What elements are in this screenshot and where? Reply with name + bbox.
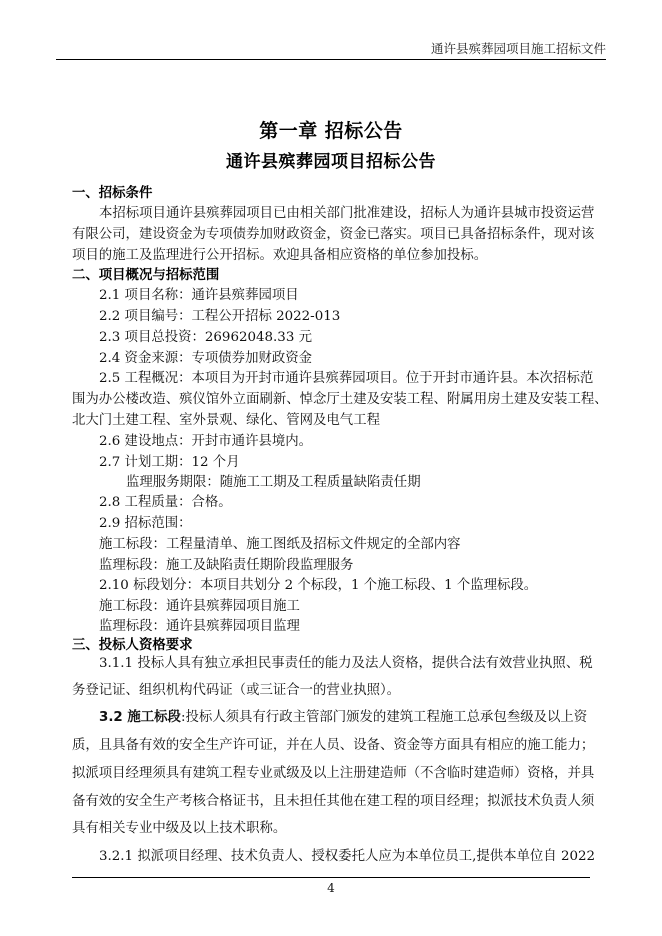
text-line: 2.7 计划工期：12 个月 (99, 455, 240, 470)
text-line: 2.3 项目总投资：26962048.33 元 (99, 330, 312, 345)
text-line: 监理标段：通许县殡葬园项目监理 (99, 619, 300, 634)
text-line: 2.1 项目名称：通许县殡葬园项目 (99, 288, 299, 303)
text-line: 监理服务期限：随施工工期及工程质量缺陷责任期 (126, 475, 421, 490)
chapter-title: 第一章 招标公告 (259, 120, 403, 142)
text-line: 本招标项目通许县殡葬园项目已由相关部门批准建设，招标人为通许县城市投资运营 (99, 206, 595, 221)
page-number: 4 (327, 881, 335, 895)
text-line: 2.6 建设地点：开封市通许县境内。 (99, 434, 313, 449)
text-line: 具有相关专业中级及以上技术职称。 (72, 821, 287, 836)
text-line (99, 708, 587, 728)
notice-title: 通许县殡葬园项目招标公告 (226, 152, 436, 172)
text-line: 拟派项目经理须具有建筑工程专业贰级及以上注册建造师（不含临时建造师）资格，并具 (72, 766, 595, 781)
text-line: 2.9 招标范围： (99, 516, 192, 531)
page-header (56, 40, 606, 60)
bold-label: 3.2 施工标段 (99, 710, 181, 725)
section-heading: 三、投标人资格要求 (72, 638, 193, 653)
text-line: 3.1.1 投标人具有独立承担民事责任的能力及法人资格，提供合法有效营业执照、税 (99, 656, 593, 671)
text-line: 2.5 工程概况：本项目为开封市通许县殡葬园项目。位于开封市通许县。本次招标范 (99, 371, 594, 386)
text-line: 2.10 标段划分：本项目共划分 2 个标段，1 个施工标段、1 个监理标段。 (99, 578, 538, 593)
text-line: 务登记证、组织机构代码证（或三证合一的营业执照）。 (72, 683, 401, 698)
text-line: 施工标段：通许县殡葬园项目施工 (99, 599, 300, 614)
text-line: 2.8 工程质量：合格。 (99, 495, 232, 510)
line-text: :投标人须具有行政主管部门颁发的建筑工程施工总承包叁级及以上资 (180, 710, 588, 725)
text-line: 围为办公楼改造、殡仪馆外立面刷新、悼念厅土建及安装工程、附属用房土建及安装工程、 (72, 392, 608, 407)
text-line: 监理标段：施工及缺陷责任期阶段监理服务 (99, 558, 354, 573)
running-title: 通许县殡葬园项目施工招标文件 (430, 41, 606, 56)
text-line: 质，且具备有效的安全生产许可证，并在人员、设备、资金等方面具有相应的施工能力； (72, 738, 595, 753)
text-line: 2.2 项目编号：工程公开招标 2022-013 (99, 309, 341, 324)
section-heading: 一、招标条件 (72, 186, 153, 201)
text-line: 有限公司，建设资金为专项债券加财政资金，资金已落实。项目已具备招标条件，现对该 (72, 227, 595, 242)
text-line: 2.4 资金来源：专项债券加财政资金 (99, 351, 313, 366)
section-heading: 二、项目概况与招标范围 (72, 268, 220, 283)
text-line: 项目的施工及监理进行公开招标。欢迎具备相应资格的单位参加投标。 (72, 248, 488, 263)
text-line: 备有效的安全生产考核合格证书，且未担任其他在建工程的项目经理；拟派技术负责人须 (72, 794, 595, 809)
text-line: 3.2.1 拟派项目经理、技术负责人、授权委托人应为本单位员工,提供本单位自 2022 (99, 849, 596, 864)
text-line: 北大门土建工程、室外景观、绿化、管网及电气工程 (72, 413, 380, 428)
text-line: 施工标段：工程量清单、施工图纸及招标文件规定的全部内容 (99, 537, 461, 552)
footer-rule (72, 877, 590, 878)
